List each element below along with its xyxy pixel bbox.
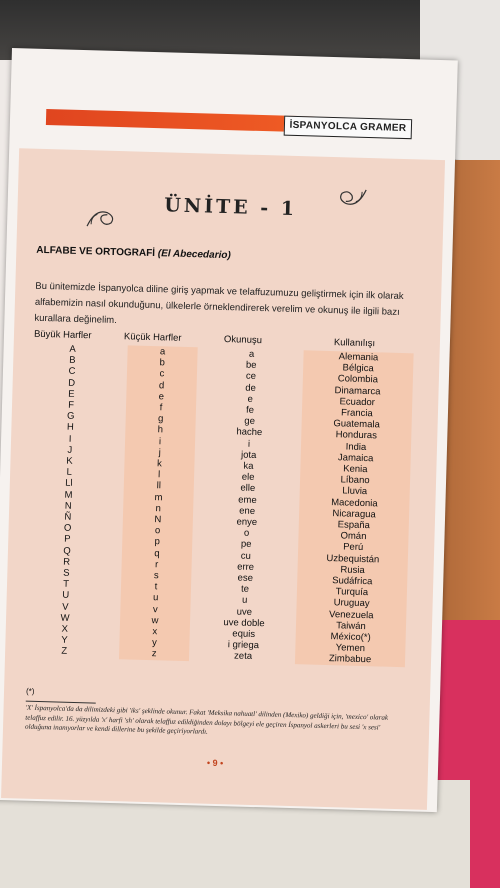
usage-cell: Líbano xyxy=(340,474,370,487)
usage-cell: Rusia xyxy=(340,564,365,576)
lowercase-letter: x xyxy=(152,626,158,638)
lowercase-letter: o xyxy=(154,525,161,537)
lowercase-letter: N xyxy=(154,514,162,526)
uppercase-letter: Q xyxy=(63,545,71,557)
lowercase-letter: y xyxy=(151,637,157,649)
uppercase-letter: C xyxy=(68,366,76,378)
column-usage xyxy=(295,350,414,667)
pronunciation-cell: erre xyxy=(236,561,255,573)
page-number: • 9 • xyxy=(206,757,224,769)
unit-title: ÜNİTE - 1 xyxy=(163,194,298,221)
uppercase-letter: I xyxy=(68,433,72,445)
lowercase-letter: q xyxy=(154,547,160,559)
uppercase-letter: A xyxy=(69,343,76,355)
usage-cell: Bélgica xyxy=(342,362,374,375)
lowercase-letter: l xyxy=(157,469,161,481)
usage-cell: Uzbequistán xyxy=(326,552,380,566)
lowercase-letter: r xyxy=(154,559,159,571)
pronunciation-cell: enye xyxy=(236,516,258,529)
usage-cell: Uruguay xyxy=(333,597,370,610)
pronunciation-cell: o xyxy=(243,527,250,540)
usage-cell: India xyxy=(345,441,367,453)
lowercase-letter: w xyxy=(151,614,159,627)
lowercase-letter: p xyxy=(154,536,161,548)
uppercase-letter: S xyxy=(63,567,70,579)
lowercase-letter: z xyxy=(151,648,157,660)
uppercase-letter: V xyxy=(62,601,69,613)
lowercase-letter: g xyxy=(157,413,164,425)
uppercase-letter: Z xyxy=(61,646,68,658)
lowercase-letter: k xyxy=(156,458,162,470)
uppercase-letter: K xyxy=(66,455,73,467)
uppercase-letter: M xyxy=(64,489,73,501)
lowercase-letter: j xyxy=(158,447,161,459)
pronunciation-cell: cu xyxy=(240,550,252,562)
header-usage: Kullanılışı xyxy=(333,337,376,350)
uppercase-letter: E xyxy=(68,388,75,400)
lowercase-letter: n xyxy=(155,503,161,515)
usage-cell: Perú xyxy=(342,541,364,554)
lowercase-letter: c xyxy=(159,368,165,380)
column-pronunciation xyxy=(203,348,292,664)
lowercase-letter: f xyxy=(159,402,163,414)
lowercase-letter: d xyxy=(158,379,165,391)
lowercase-letter: h xyxy=(157,424,164,436)
pronunciation-cell: u xyxy=(241,595,248,607)
pronunciation-cell: a xyxy=(248,348,255,360)
usage-cell: Colombia xyxy=(337,373,379,386)
uppercase-letter: W xyxy=(60,612,70,624)
header-pronunciation: Okunuşu xyxy=(223,334,263,347)
uppercase-letter: J xyxy=(67,444,73,456)
header-label: İSPANYOLCA GRAMER xyxy=(284,116,413,140)
usage-cell: Turquía xyxy=(335,586,369,599)
pronunciation-cell: eme xyxy=(238,494,257,506)
pronunciation-cell: ce xyxy=(245,371,257,383)
pronunciation-cell: e xyxy=(247,393,254,405)
header-lowercase: Küçük Harfler xyxy=(123,331,182,344)
uppercase-letter: Ll xyxy=(65,478,73,490)
uppercase-letter: T xyxy=(62,578,70,591)
pronunciation-cell: uve xyxy=(236,606,253,618)
usage-cell: Jamaica xyxy=(337,452,374,465)
pronunciation-cell: elle xyxy=(240,482,256,495)
column-uppercase xyxy=(39,343,98,658)
pronunciation-cell: te xyxy=(240,583,250,596)
uppercase-letter: P xyxy=(63,534,71,546)
usage-cell: Nicaragua xyxy=(332,507,376,521)
lowercase-letter: m xyxy=(154,491,163,504)
footnote-text: 'X' İspanyolca'da da dilimizdeki gibi 'iks' şeklinde okunur. Fakat 'Meksika nahuatl' dilinden (Mexiko) geldiği için, 'mexico' olarak telaffuz edilir. 16. yüzyılda 'x' harfi 'sh' olarak telaffuz edildiğinden dolayı bölgeyi ele geçiren İspanyol askerleri bu sesi 'x sesi' olduğuna inanıyorlar ve kendi dillerine bu şekilde geçiriyorlardı. xyxy=(24,703,389,736)
usage-cell: Guatemala xyxy=(333,418,381,431)
book-page xyxy=(0,48,458,812)
ornament-icon xyxy=(333,187,368,218)
uppercase-letter: Ñ xyxy=(64,511,72,523)
column-lowercase xyxy=(119,345,198,661)
pronunciation-cell: ka xyxy=(243,460,254,472)
lowercase-letter: s xyxy=(153,570,159,582)
lowercase-letter: b xyxy=(159,357,166,369)
section-subtitle: (El Abecedario) xyxy=(157,248,231,262)
pronunciation-cell: pe xyxy=(240,539,252,551)
lowercase-letter: e xyxy=(158,391,165,403)
uppercase-letter: R xyxy=(63,556,71,568)
usage-cell: México(*) xyxy=(330,631,371,644)
pronunciation-cell: de xyxy=(245,382,257,394)
usage-cell: Alemania xyxy=(338,351,379,364)
usage-cell: Sudáfrica xyxy=(332,575,373,588)
usage-cell: Francia xyxy=(340,407,373,420)
lowercase-letter: i xyxy=(158,435,162,447)
usage-cell: Venezuela xyxy=(328,608,374,621)
lowercase-letter: ll xyxy=(156,480,162,492)
section-title-text: ALFABE VE ORTOGRAFİ xyxy=(36,244,156,260)
uppercase-letter: G xyxy=(66,410,75,423)
pronunciation-cell: be xyxy=(245,359,257,372)
uppercase-letter: D xyxy=(68,377,76,389)
lowercase-letter: v xyxy=(152,603,158,615)
usage-cell: Kenia xyxy=(343,463,368,476)
pronunciation-cell: zeta xyxy=(233,650,253,663)
uppercase-letter: N xyxy=(64,500,72,512)
usage-cell: Dinamarca xyxy=(334,384,381,398)
pronunciation-cell: fe xyxy=(245,404,255,416)
usage-cell: Honduras xyxy=(335,429,378,442)
uppercase-letter: B xyxy=(68,354,76,367)
uppercase-letter: F xyxy=(67,399,75,411)
usage-cell: Omán xyxy=(340,530,367,543)
pronunciation-cell: equis xyxy=(232,628,256,641)
lowercase-letter: u xyxy=(152,592,159,604)
pronunciation-cell: ele xyxy=(241,471,255,484)
pronunciation-cell: ese xyxy=(237,572,254,584)
pronunciation-cell: hache xyxy=(236,426,263,439)
header-uppercase: Büyük Harfler xyxy=(33,328,92,342)
pronunciation-cell: i griega xyxy=(227,639,260,652)
lowercase-letter: a xyxy=(159,346,166,358)
pronunciation-cell: ene xyxy=(239,505,256,517)
uppercase-letter: Y xyxy=(61,634,68,647)
footnote-mark: (*) xyxy=(25,686,35,696)
uppercase-letter: U xyxy=(62,590,70,602)
usage-cell: Yemen xyxy=(335,642,366,655)
usage-cell: España xyxy=(337,519,371,532)
pronunciation-cell: ge xyxy=(244,415,256,428)
pronunciation-cell: jota xyxy=(240,449,257,461)
pronunciation-cell: i xyxy=(247,438,251,450)
uppercase-letter: L xyxy=(66,466,72,479)
uppercase-letter: O xyxy=(63,522,72,535)
uppercase-letter: X xyxy=(61,623,69,635)
usage-cell: Macedonia xyxy=(331,496,378,510)
pronunciation-cell: uve doble xyxy=(223,617,265,630)
uppercase-letter: H xyxy=(66,422,75,434)
intro-paragraph: Bu ünitemizde İspanyolca diline giriş yapmak ve telaffuzumuzu geliştirmek için ilk olarak alfabemizin nasıl okunduğunu, ülkelerle örneklendirerek verelim ve okunuş ile ilgili bazı kurallara değinelim. xyxy=(34,280,404,327)
usage-cell: Ecuador xyxy=(339,396,376,409)
usage-cell: Lluvia xyxy=(342,485,368,498)
usage-cell: Taiwán xyxy=(336,620,366,632)
lowercase-letter: t xyxy=(154,581,158,593)
usage-cell: Zimbabue xyxy=(328,653,372,666)
